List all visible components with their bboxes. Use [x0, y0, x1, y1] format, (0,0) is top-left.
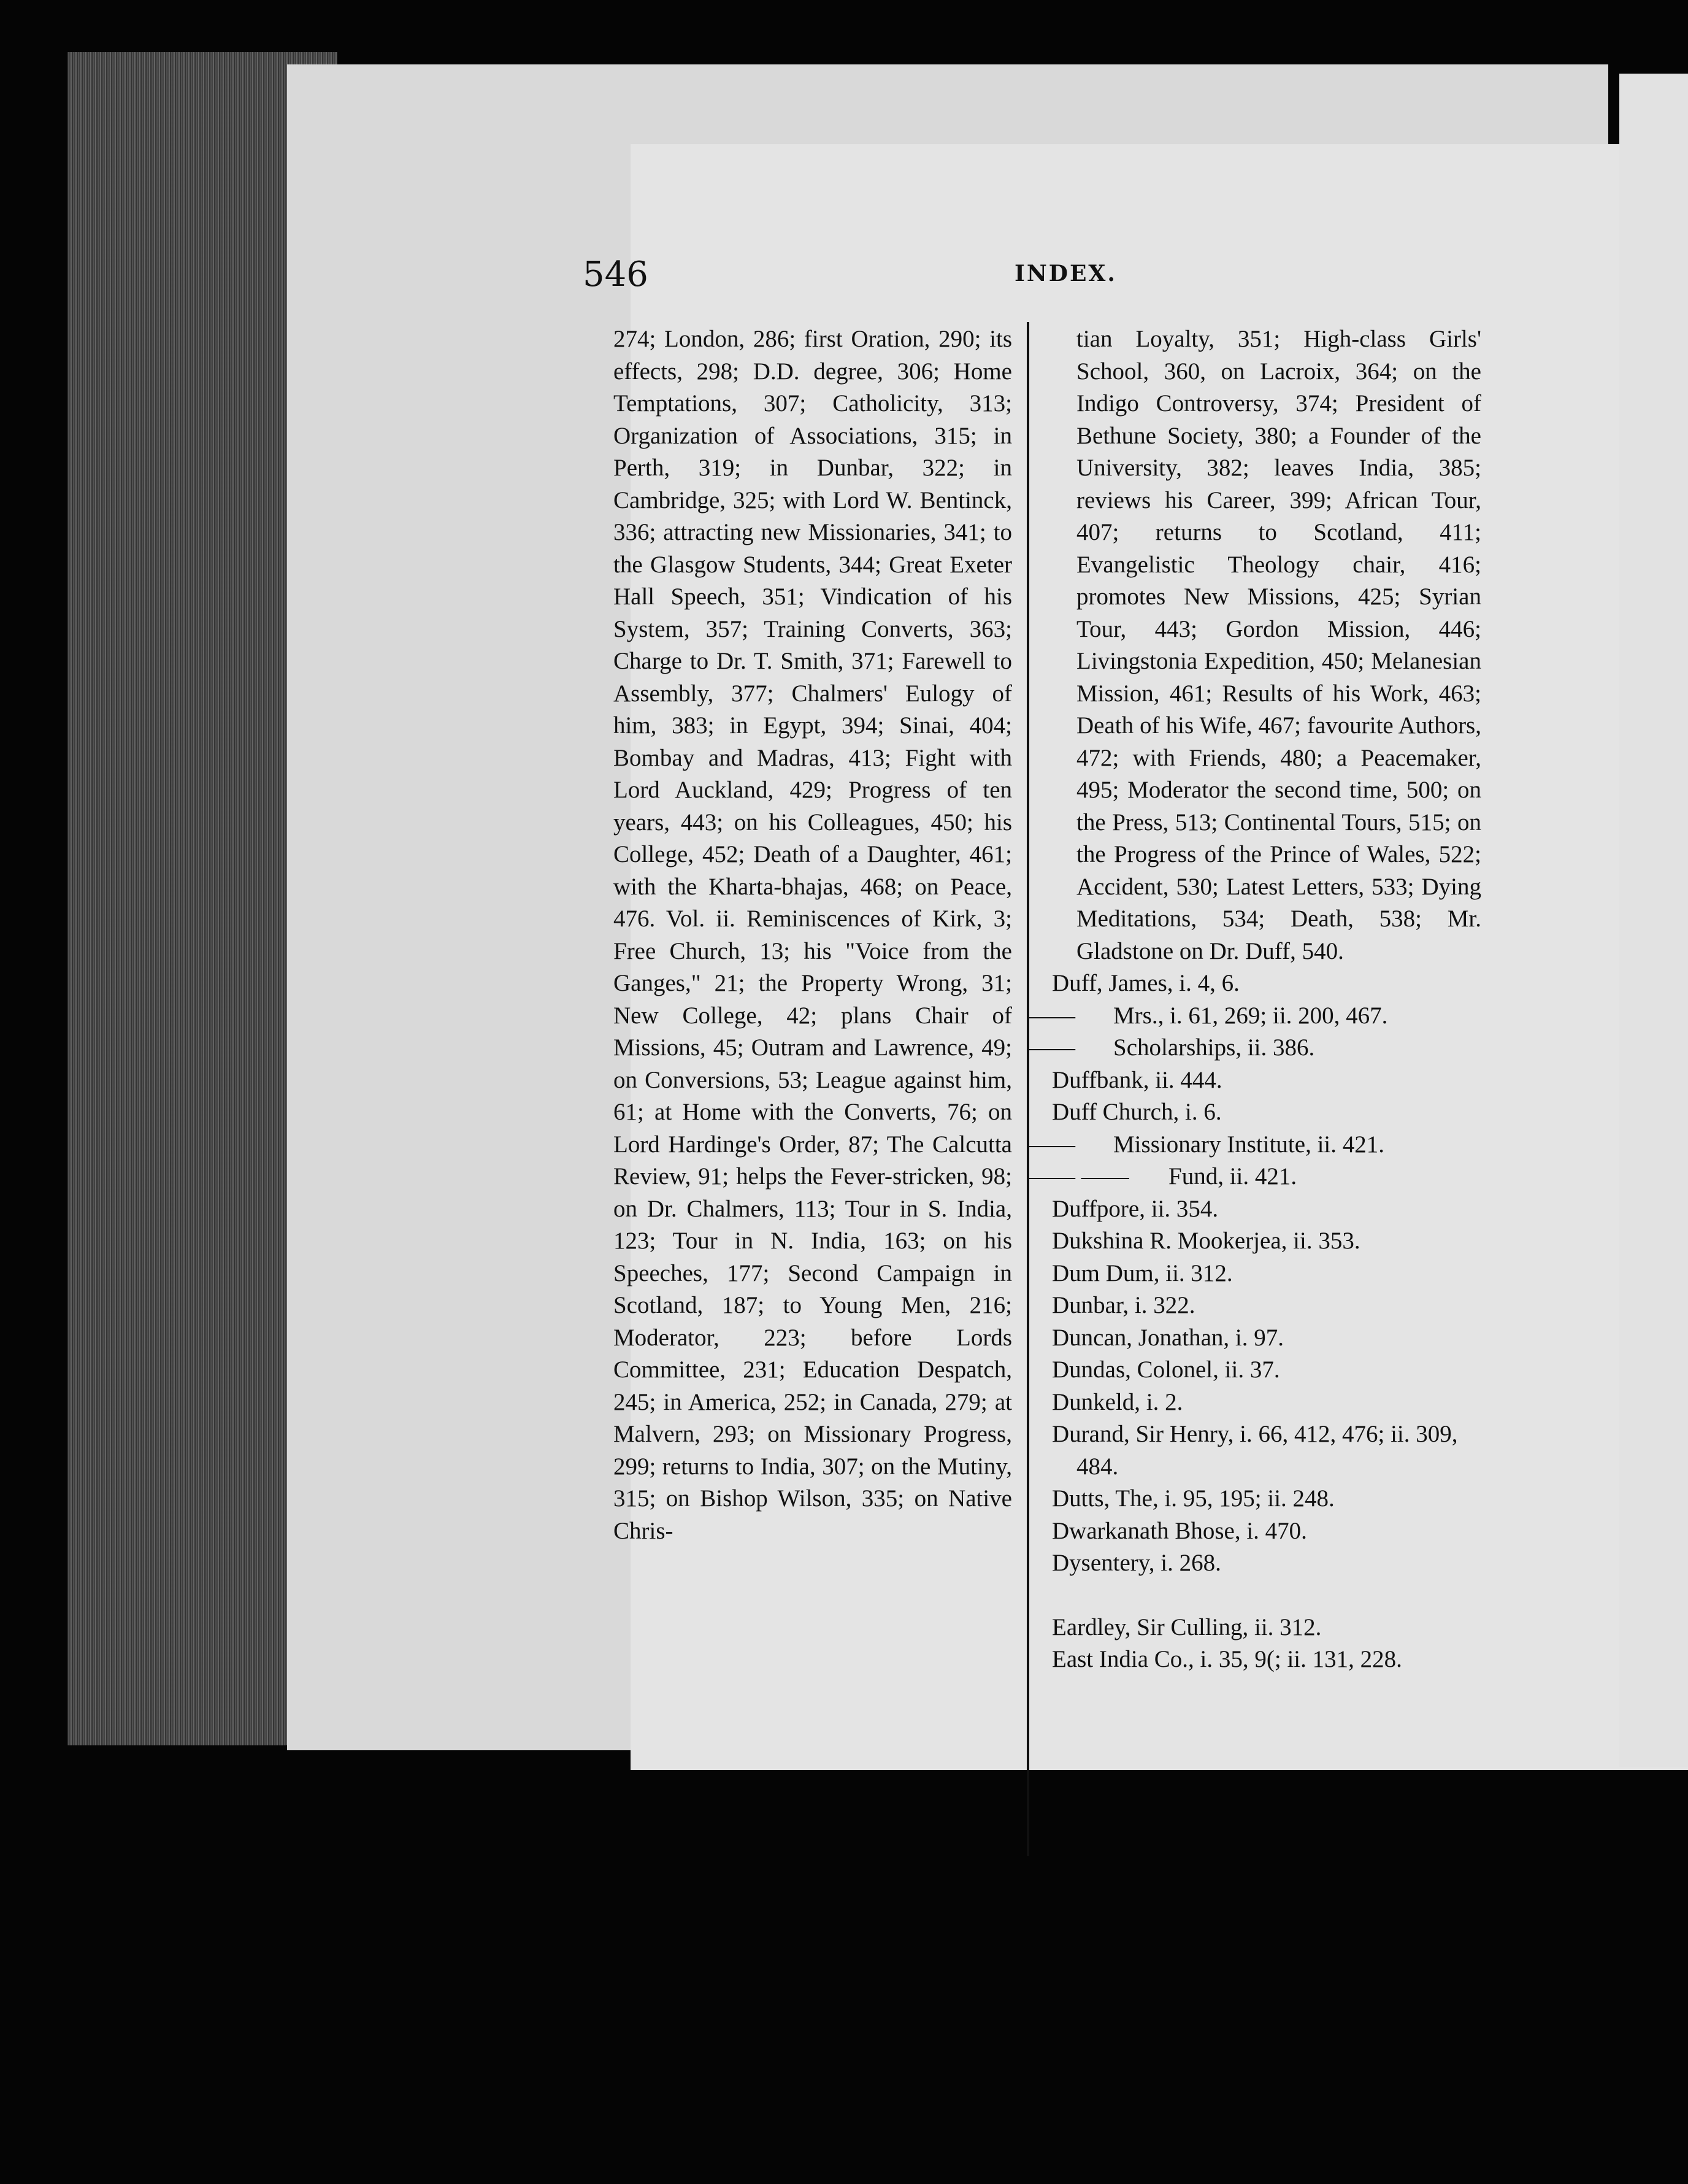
index-subentry: —— Missionary Institute, ii. 421. — [1052, 1129, 1481, 1161]
facing-page-edge — [1619, 74, 1688, 1767]
index-entry: Dunkeld, i. 2. — [1052, 1388, 1183, 1415]
index-entry: Duffpore, ii. 354. — [1052, 1195, 1219, 1222]
index-entry: Dundas, Colonel, ii. 37. — [1052, 1356, 1280, 1383]
index-entry: Durand, Sir Henry, i. 66, 412, 476; ii. 309, 484. — [1052, 1421, 1458, 1480]
page-number: 546 — [583, 255, 648, 294]
index-subentry: —— Scholarships, ii. 386. — [1052, 1032, 1481, 1064]
double-dash-rule: —— —— — [1027, 1163, 1129, 1190]
index-entry: Eardley, Sir Culling, ii. 312. — [1052, 1613, 1322, 1640]
index-entry: Duncan, Jonathan, i. 97. — [1052, 1324, 1284, 1351]
column-divider — [1027, 322, 1029, 1856]
index-left-column: 274; London, 286; first Oration, 290; its effects, 298; D.D. degree, 306; Home Temptations, 307; Catholicity, 313; Organization of Associations, 315; in Perth, 319; in Dunbar, 322; in Cambridge, 325; with Lord W. Bentinck, 336; attracting new Missionaries, 341; to the Glasgow Students, 344; Great Exeter Hall Speech, 351; Vindication of his System, 357; Training Converts, 363; Charge to Dr. T. Smith, 371; Farewell to Assembly, 377; Chalmers' Eulogy of him, 383; in Egypt, 394; Sinai, 404; Bombay and Madras, 413; Fight with Lord Auckland, 429; Progress of ten years, 443; on his Colleagues, 450; his College, 452; Death of a Daughter, 461; with the Kharta-bhajas, 468; on Peace, 476. Vol. ii. Reminiscences of Kirk, 3; Free Church, 13; his "Voice from the Ganges," 21; the Property Wrong, 31; New College, 42; plans Chair of Missions, 45; Outram and Lawrence, 49; on Conversions, 53; League against him, 61; at Home with the Converts, 76; on Lord Hardinge's Order, 87; The Calcutta Review, 91; helps the Fever-stricken, 98; on Dr. Chalmers, 113; Tour in S. India, 123; Tour in N. India, 163; on his Speeches, 177; Second Campaign in Scotland, 187; to Young Men, 216; Moderator, 223; before Lords Committee, 231; Education Despatch, 245; in America, 252; in Canada, 279; at Malvern, 293; on Missionary Progress, 299; returns to India, 307; on the Mutiny, 315; on Bishop Wilson, 335; on Native Chris- — [613, 326, 1012, 1544]
index-subentry: —— —— Fund, ii. 421. — [1052, 1161, 1481, 1193]
index-right-column — [1027, 323, 1481, 1676]
index-entry: Duffbank, ii. 444. — [1052, 1066, 1222, 1093]
index-entry: Dunbar, i. 322. — [1052, 1292, 1195, 1318]
index-entry: Duff Church, i. 6. — [1052, 1099, 1222, 1125]
index-entry: Dutts, The, i. 95, 195; ii. 248. — [1052, 1485, 1335, 1512]
index-entry: Dwarkanath Bhose, i. 470. — [1052, 1517, 1307, 1544]
em-dash-rule: —— — [1027, 1002, 1075, 1029]
index-entry: Duff, James, i. 4, 6. — [1052, 970, 1240, 996]
index-entry: Dukshina R. Mookerjea, ii. 353. — [1052, 1228, 1360, 1254]
em-dash-rule: —— — [1027, 1131, 1075, 1158]
index-entry: Dum Dum, ii. 312. — [1052, 1259, 1233, 1286]
index-subentry: —— Mrs., i. 61, 269; ii. 200, 467. — [1052, 1000, 1481, 1032]
running-title: INDEX. — [1015, 261, 1117, 286]
index-entry: East India Co., i. 35, 9(; ii. 131, 228. — [1052, 1646, 1402, 1672]
index-entry-continuation: tian Loyalty, 351; High-class Girls' School, 360, on Lacroix, 364; on the Indigo Controversy, 374; President of Bethune Society, 380; a Founder of the University, 382; leaves India, 385; reviews his Career, 399; African Tour, 407; returns to Scotland, 411; Evangelistic Theology chair, 416; promotes New Missions, 425; Syrian Tour, 443; Gordon Mission, 446; Livingstonia Expedition, 450; Melanesian Mission, 461; Results of his Work, 463; Death of his Wife, 467; favourite Authors, 472; with Friends, 480; a Peacemaker, 495; Moderator the second time, 500; on the Press, 513; Continental Tours, 515; on the Progress of the Prince of Wales, 522; Accident, 530; Latest Letters, 533; Dying Meditations, 534; Death, 538; Mr. Gladstone on Dr. Duff, 540. — [1076, 326, 1481, 964]
em-dash-rule: —— — [1027, 1034, 1075, 1061]
index-entry: Dysentery, i. 268. — [1052, 1550, 1221, 1576]
